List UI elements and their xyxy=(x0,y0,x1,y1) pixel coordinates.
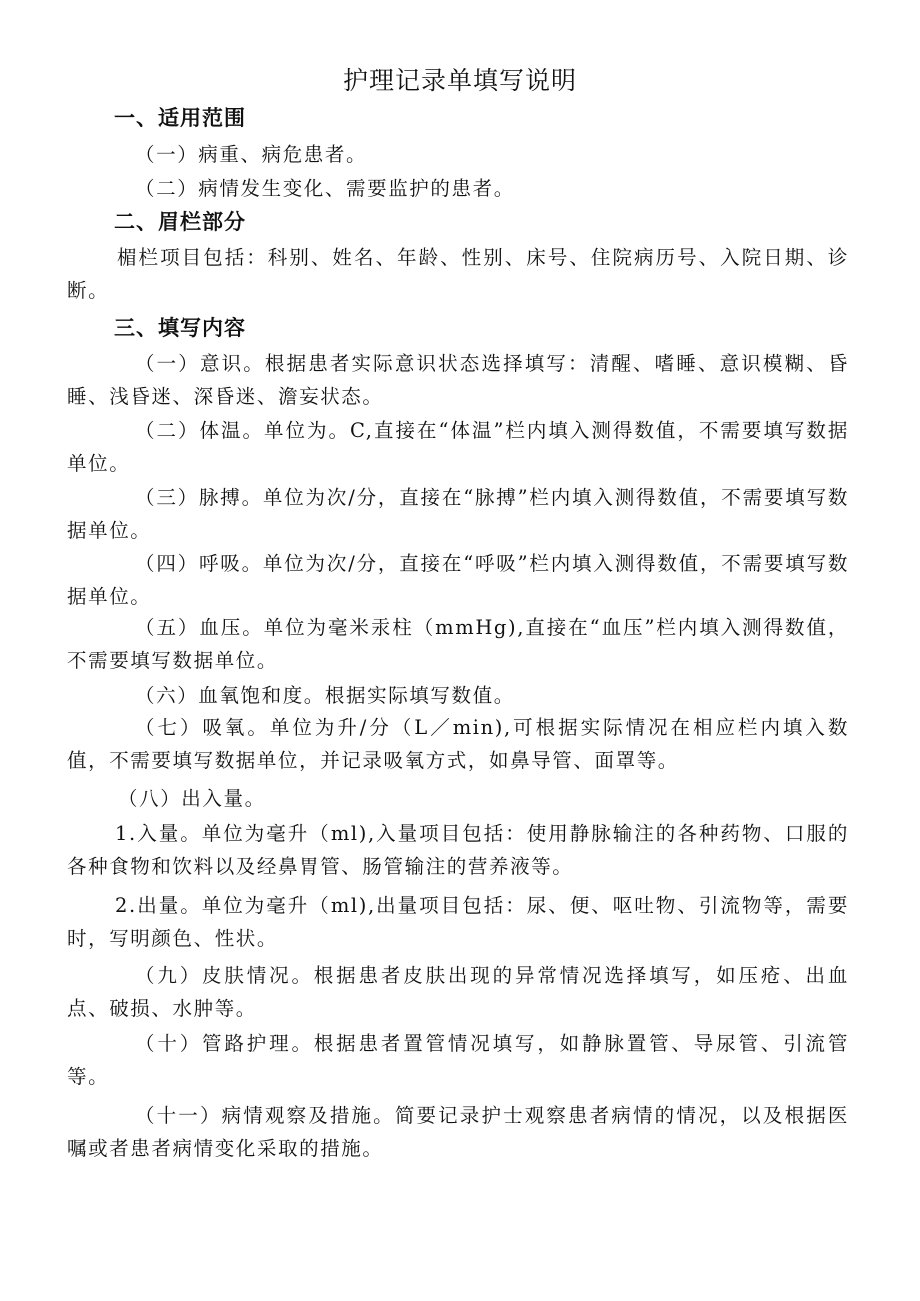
content-item-observation: （十一）病情观察及措施。简要记录护士观察患者病情的情况，以及根据医嘱或者患者病情变化采取的措施。 xyxy=(67,1104,849,1160)
content-item-intake: 1.入量。单位为毫升（ml),入量项目包括：使用静脉输注的各种药物、口服的各种食物和饮料以及经鼻胃管、肠管输注的营养液等。 xyxy=(67,822,849,878)
content-item-spo2: （六）血氧饱和度。根据实际填写数值。 xyxy=(135,684,515,707)
content-item-pulse: （三）脉搏。单位为次/分，直接在“脉搏”栏内填入测得数值，不需要填写数据单位。 xyxy=(67,486,849,542)
header-fields-paragraph: 楣栏项目包括：科别、姓名、年龄、性别、床号、住院病历号、入院日期、诊断。 xyxy=(67,246,849,302)
content-item-intake-output: （八）出入量。 xyxy=(118,787,266,810)
content-item-consciousness: （一）意识。根据患者实际意识状态选择填写：清醒、嗜睡、意识模糊、昏睡、浅昏迷、深昏迷、澹妄状态。 xyxy=(67,352,849,408)
scope-item-1: （一）病重、病危患者。 xyxy=(135,143,368,166)
section-heading-content: 三、填写内容 xyxy=(114,316,246,340)
content-item-skin: （九）皮肤情况。根据患者皮肤出现的异常情况选择填写，如压疮、出血点、破损、水肿等。 xyxy=(67,964,849,1020)
scope-item-2: （二）病情发生变化、需要监护的患者。 xyxy=(135,177,515,200)
content-item-catheter: （十）管路护理。根据患者置管情况填写，如静脉置管、导尿管、引流管等。 xyxy=(67,1032,849,1088)
section-heading-header-fields: 二、眉栏部分 xyxy=(114,210,246,234)
content-item-temperature: （二）体温。单位为。C,直接在“体温”栏内填入测得数值，不需要填写数据单位。 xyxy=(67,419,849,475)
document-title: 护理记录单填写说明 xyxy=(342,66,577,95)
content-item-respiration: （四）呼吸。单位为次/分，直接在“呼吸”栏内填入测得数值，不需要填写数据单位。 xyxy=(67,552,849,608)
section-heading-scope: 一、适用范围 xyxy=(114,106,246,130)
content-item-blood-pressure: （五）血压。单位为毫米汞柱（mmHg),直接在“血压”栏内填入测得数值，不需要填写数据单位。 xyxy=(67,616,849,672)
content-item-output: 2.出量。单位为毫升（ml),出量项目包括：尿、便、呕吐物、引流物等，需要时，写明颜色、性状。 xyxy=(67,894,849,950)
content-item-oxygen: （七）吸氧。单位为升/分（L／min),可根据实际情况在相应栏内填入数值，不需要填写数据单位，并记录吸氧方式，如鼻导管、面罩等。 xyxy=(67,716,849,772)
